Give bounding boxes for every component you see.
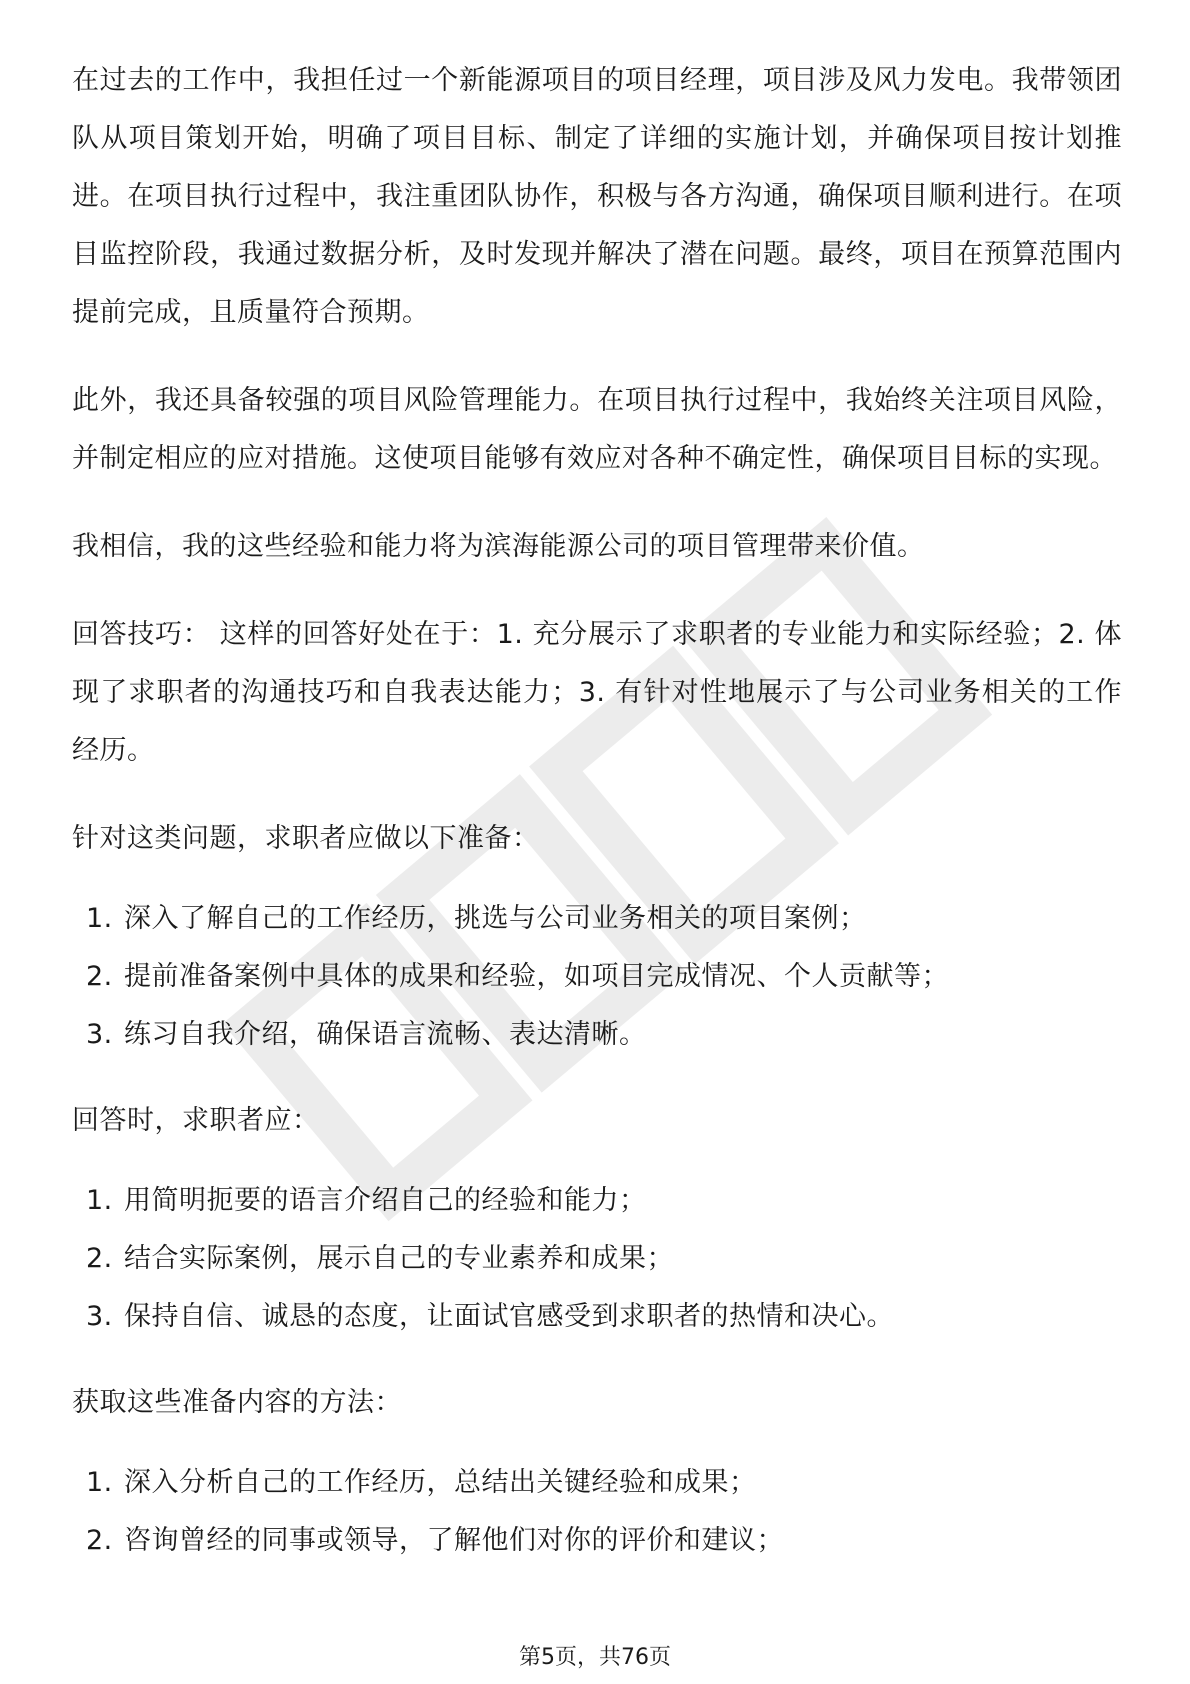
list-item: 2. 提前准备案例中具体的成果和经验，如项目完成情况、个人贡献等；	[86, 961, 949, 992]
paragraph-experience: 在过去的工作中，我担任过一个新能源项目的项目经理，项目涉及风力发电。我带领团队从项目策划开始，明确了项目目标、制定了详细的实施计划，并确保项目按计划推进。在项目执行过程中，我注重团队协作，积极与各方沟通，确保项目顺利进行。在项目监控阶段，我通过数据分析，及时发现并解决了潜在问题。最终，项目在预算范围内提前完成，且质量符合预期。	[72, 65, 1122, 328]
method-list	[72, 1454, 1122, 1570]
list-item: 1. 深入了解自己的工作经历，挑选与公司业务相关的项目案例；	[86, 903, 867, 934]
list-item: 2. 结合实际案例，展示自己的专业素养和成果；	[86, 1243, 674, 1274]
paragraph-answer-tips: 回答技巧： 这样的回答好处在于：1. 充分展示了求职者的专业能力和实际经验；2. 体现了求职者的沟通技巧和自我表达能力；3. 有针对性地展示了与公司业务相关的工作经历。	[72, 619, 1122, 766]
page-number: 第5页，共76页	[519, 1645, 671, 1670]
paragraph-answer-intro: 回答时，求职者应：	[72, 1105, 320, 1136]
document-body	[72, 52, 1122, 1598]
answer-list	[72, 1172, 1122, 1346]
list-item: 3. 练习自我介绍，确保语言流畅、表达清晰。	[86, 1019, 647, 1050]
paragraph-prep-intro: 针对这类问题，求职者应做以下准备：	[72, 823, 540, 854]
list-item: 1. 用简明扼要的语言介绍自己的经验和能力；	[86, 1185, 647, 1216]
list-item: 1. 深入分析自己的工作经历，总结出关键经验和成果；	[86, 1467, 757, 1498]
paragraph-method-intro: 获取这些准备内容的方法：	[72, 1387, 402, 1418]
prep-list	[72, 890, 1122, 1064]
paragraph-risk-management: 此外，我还具备较强的项目风险管理能力。在项目执行过程中，我始终关注项目风险，并制定相应的应对措施。这使项目能够有效应对各种不确定性，确保项目目标的实现。	[72, 385, 1122, 474]
list-item: 2. 咨询曾经的同事或领导，了解他们对你的评价和建议；	[86, 1525, 784, 1556]
paragraph-value: 我相信，我的这些经验和能力将为滨海能源公司的项目管理带来价值。	[72, 531, 925, 562]
list-item: 3. 保持自信、诚恳的态度，让面试官感受到求职者的热情和决心。	[86, 1301, 894, 1332]
